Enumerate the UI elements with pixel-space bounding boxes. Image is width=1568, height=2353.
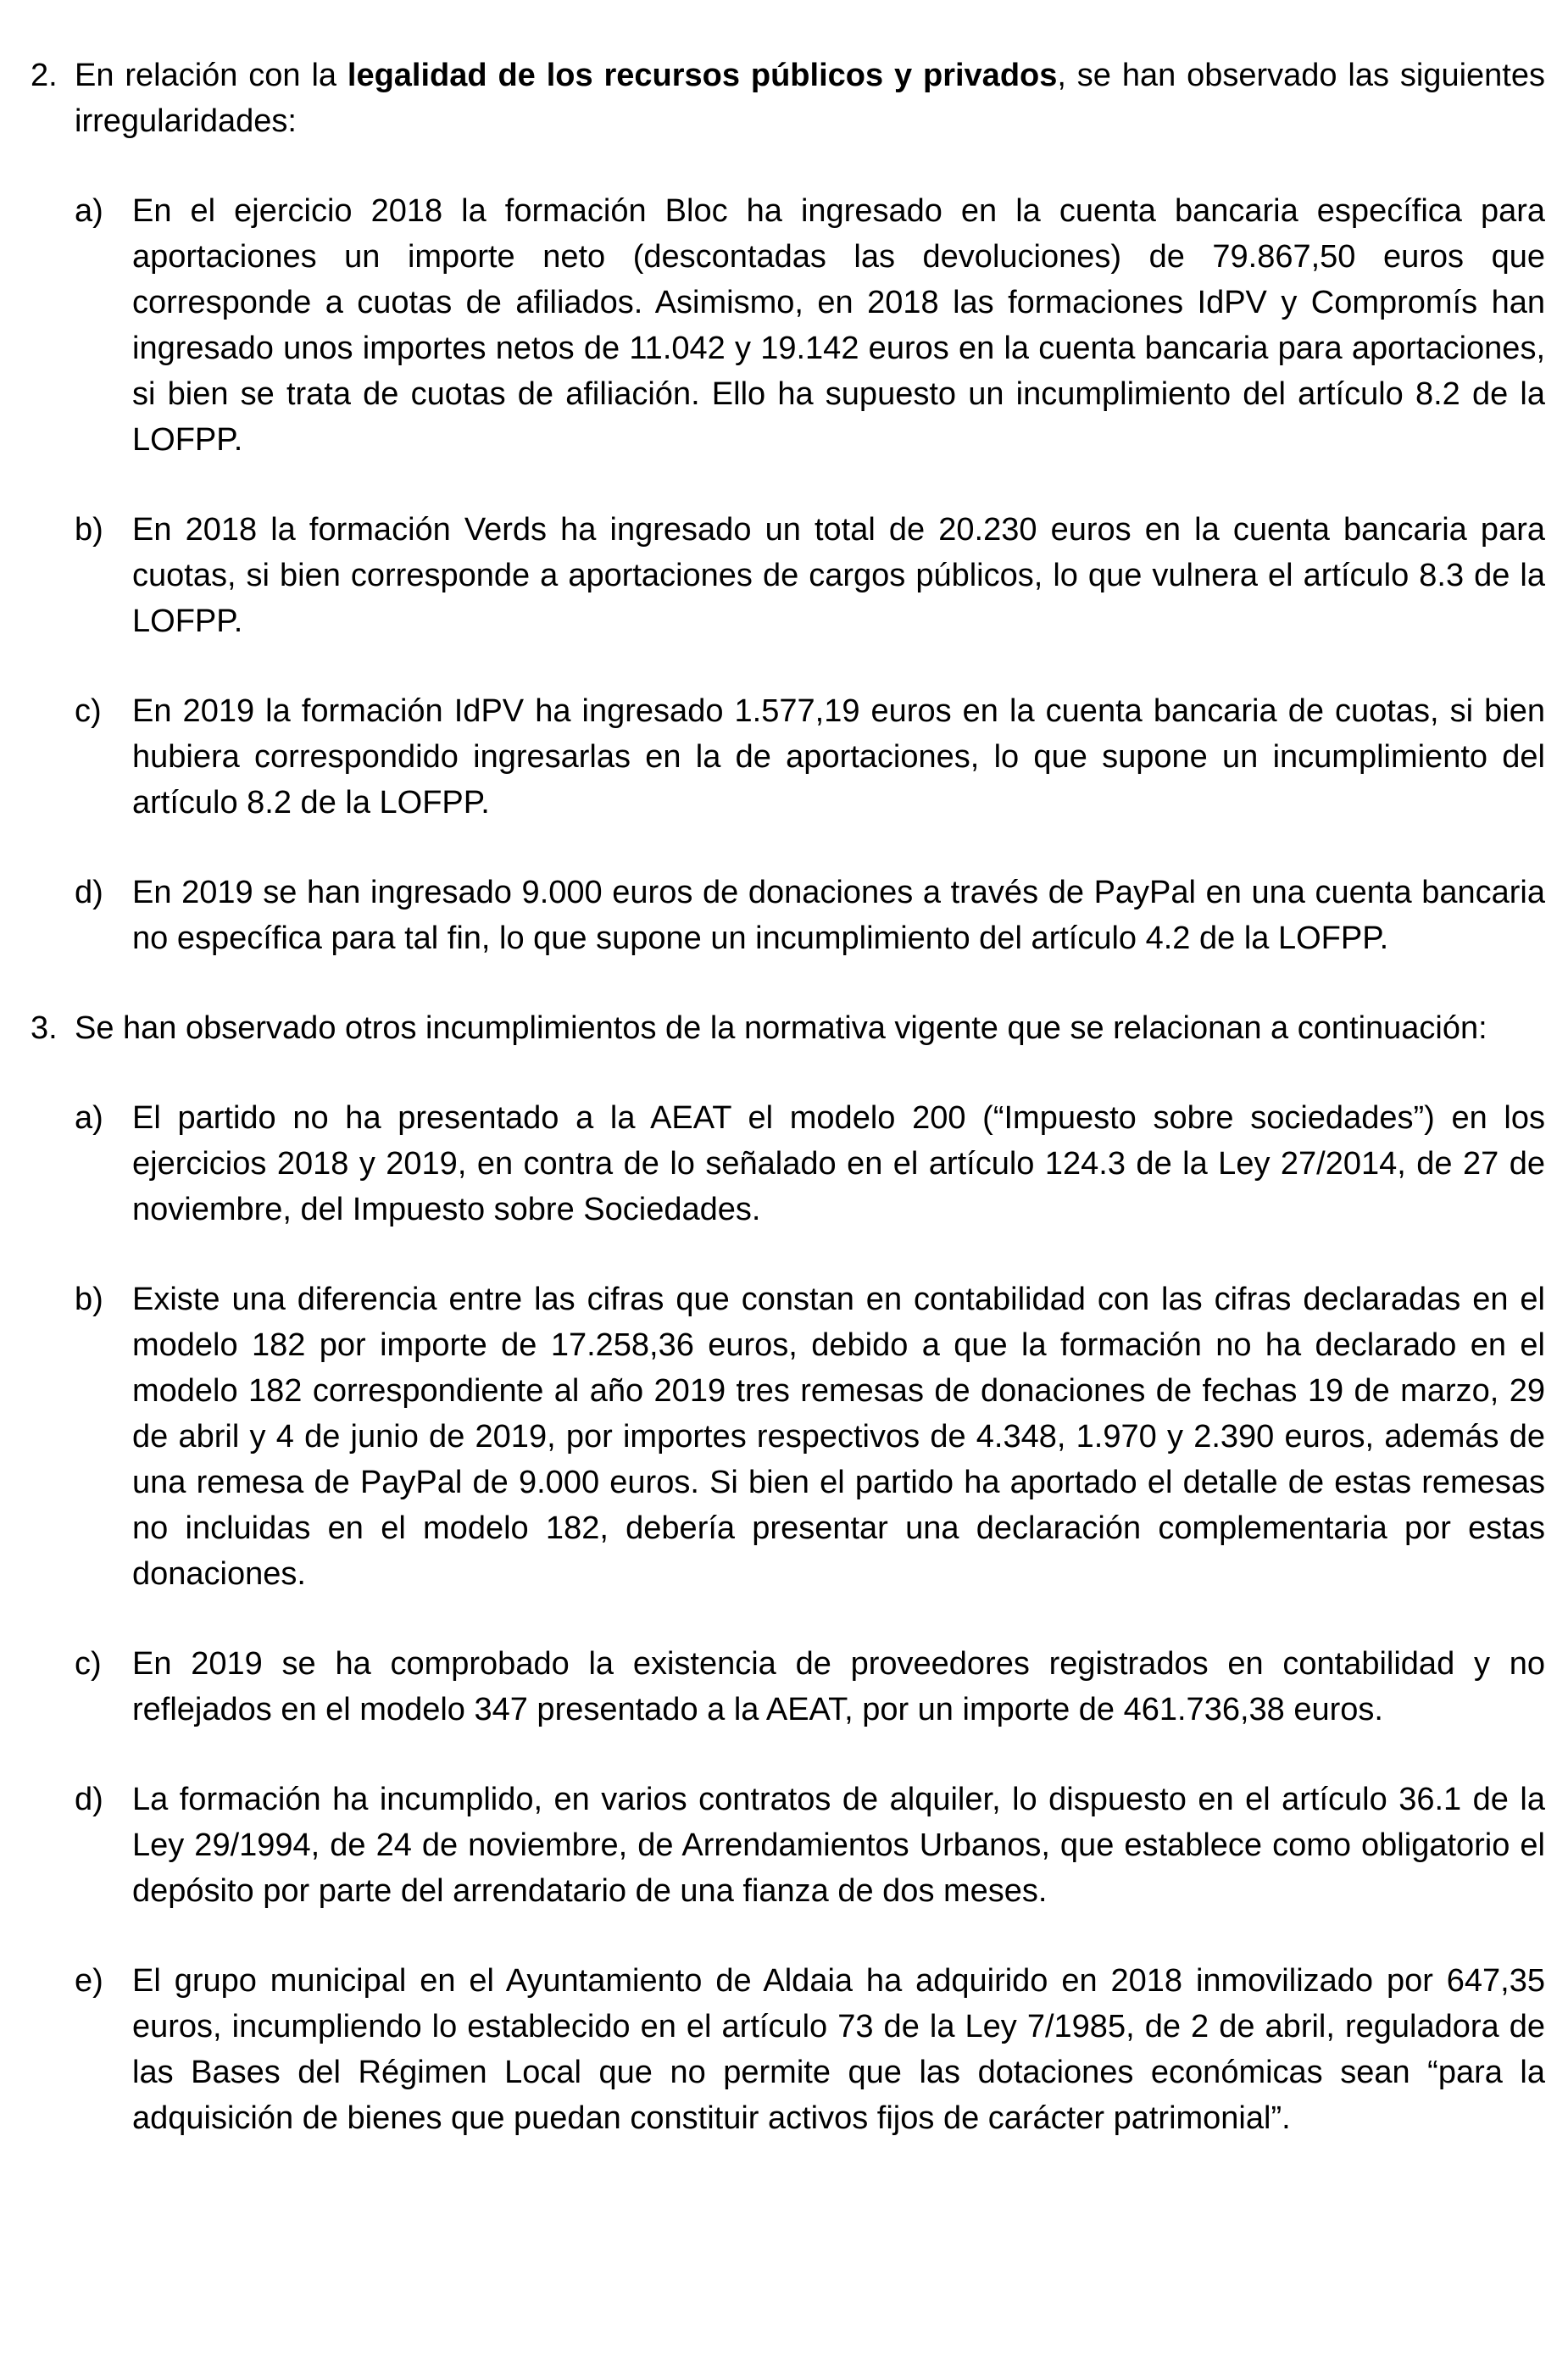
list-item (75, 1095, 1545, 1232)
item-text: Existe una diferencia entre las cifras que constan en contabilidad con las cifras declaradas en el modelo 182 por importe de 17.258,36 euros, debido a que la formación no ha declarado en el modelo 182 correspondiente al año 2019 tres remesas de donaciones de fechas 19 de marzo, 29 de abril y 4 de junio de 2019, por importes respectivos de 4.348, 1.970 y 2.390 euros, además de una remesa de PayPal de 9.000 euros. Si bien el partido ha aportado el detalle de estas remesas no incluidas en el modelo 182, debería presentar una declaración complementaria por estas donaciones. (132, 1282, 1545, 1592)
section-number: 2. (31, 58, 58, 93)
item-text: En 2019 la formación IdPV ha ingresado 1.577,19 euros en la cuenta bancaria de cuotas, si bien hubiera correspondido ingresarlas en la de aportaciones, lo que supone un incumplimiento del artículo 8.2 de la LOFPP. (132, 693, 1545, 820)
list-item (75, 188, 1545, 463)
item-letter: b) (75, 512, 103, 548)
item-letter: c) (75, 1646, 102, 1682)
item-text: En 2019 se han ingresado 9.000 euros de donaciones a través de PayPal en una cuenta bancaria no específica para tal fin, lo que supone un incumplimiento del artículo 4.2 de la LOFPP. (132, 875, 1545, 956)
section-3 (0, 1005, 1568, 2141)
item-text: El partido no ha presentado a la AEAT el modelo 200 (“Impuesto sobre sociedades”) en los ejercicios 2018 y 2019, en contra de lo señalado en el artículo 124.3 de la Ley 27/2014, de 27 de noviembre, del Impuesto sobre Sociedades. (132, 1100, 1545, 1227)
document-page (0, 53, 1568, 2185)
item-text: El grupo municipal en el Ayuntamiento de Aldaia ha adquirido en 2018 inmovilizado por 647,35 euros, incumpliendo lo establecido en el artículo 73 de la Ley 7/1985, de 2 de abril, reguladora de las Bases del Régimen Local que no permite que las dotaciones económicas sean “para la adquisición de bienes que puedan constituir activos fijos de carácter patrimonial”. (132, 1963, 1545, 2136)
item-letter: e) (75, 1963, 103, 1999)
section-intro: Se han observado otros incumplimientos de la normativa vigente que se relacionan a continuación: (75, 1010, 1487, 1046)
item-letter: c) (75, 693, 102, 729)
list-item (75, 1958, 1545, 2141)
item-letter: d) (75, 875, 103, 910)
item-text: En el ejercicio 2018 la formación Bloc ha ingresado en la cuenta bancaria específica para aportaciones un importe neto (descontadas las devoluciones) de 79.867,50 euros que corresponde a cuotas de afiliados. Asimismo, en 2018 las formaciones IdPV y Compromís han ingresado unos importes netos de 11.042 y 19.142 euros en la cuenta bancaria para aportaciones, si bien se trata de cuotas de afiliación. Ello ha supuesto un incumplimiento del artículo 8.2 de la LOFPP. (132, 193, 1545, 458)
intro-text: , se han observado las siguientes irregularidades: (75, 58, 1545, 139)
section-intro (75, 53, 1545, 144)
list-item (75, 688, 1545, 826)
intro-bold-text: legalidad de los recursos públicos y privados (347, 58, 1058, 93)
list-item (75, 1277, 1545, 1597)
list-item (75, 1777, 1545, 1914)
intro-text: En relación con la (75, 58, 348, 93)
item-text: La formación ha incumplido, en varios contratos de alquiler, lo dispuesto en el artículo 36.1 de la Ley 29/1994, de 24 de noviembre, de Arrendamientos Urbanos, que establece como obligatorio el depósito por parte del arrendatario de una fianza de dos meses. (132, 1782, 1545, 1909)
list-item (75, 870, 1545, 961)
item-letter: a) (75, 193, 103, 229)
item-text: En 2019 se ha comprobado la existencia de proveedores registrados en contabilidad y no reflejados en el modelo 347 presentado a la AEAT, por un importe de 461.736,38 euros. (132, 1646, 1545, 1727)
list-item (75, 1641, 1545, 1733)
item-letter: b) (75, 1282, 103, 1317)
section-number: 3. (31, 1010, 58, 1046)
item-letter: d) (75, 1782, 103, 1817)
item-text: En 2018 la formación Verds ha ingresado un total de 20.230 euros en la cuenta bancaria para cuotas, si bien corresponde a aportaciones de cargos públicos, lo que vulnera el artículo 8.3 de la LOFPP. (132, 512, 1545, 639)
list-item (75, 507, 1545, 644)
section-2 (0, 53, 1568, 961)
item-letter: a) (75, 1100, 103, 1136)
